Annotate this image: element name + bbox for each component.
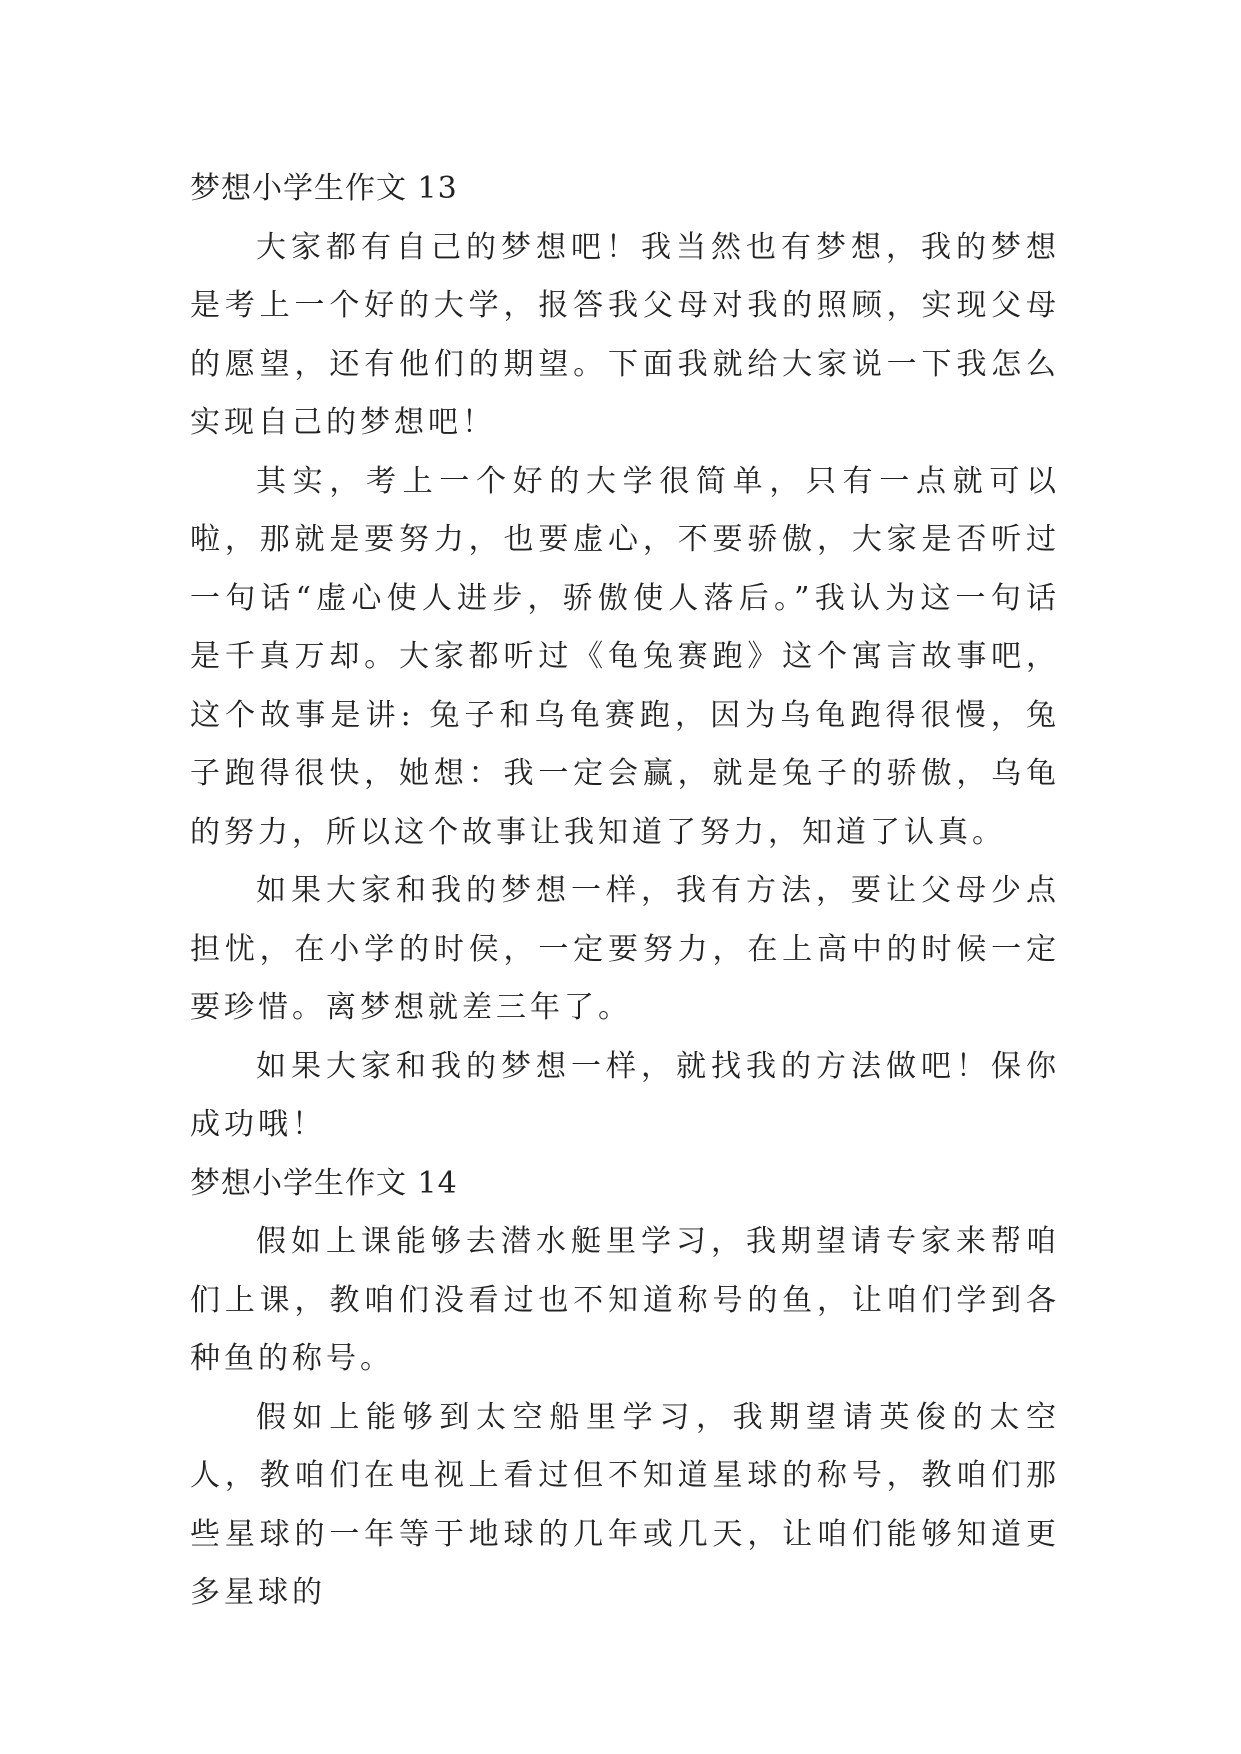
- document-body: [190, 160, 1060, 1623]
- paragraph: 如果大家和我的梦想一样，我有方法，要让父母少点担忧，在小学的时侯，一定要努力，在上高中的时候一定要珍惜。离梦想就差三年了。: [190, 873, 1060, 1025]
- paragraph: 大家都有自己的梦想吧！我当然也有梦想，我的梦想是考上一个好的大学，报答我父母对我的照顾，实现父母的愿望，还有他们的期望。下面我就给大家说一下我怎么实现自己的梦想吧！: [190, 229, 1060, 440]
- paragraph: 假如上课能够去潜水艇里学习，我期望请专家来帮咱们上课，教咱们没看过也不知道称号的鱼，让咱们学到各种鱼的称号。: [190, 1224, 1060, 1376]
- paragraph: 其实，考上一个好的大学很简单，只有一点就可以啦，那就是要努力，也要虚心，不要骄傲，大家是否听过一句话“虚心使人进步，骄傲使人落后。”我认为这一句话是千真万却。大家都听过《龟兔赛跑》这个寓言故事吧，这个故事是讲: 兔子和乌龟赛跑，因为乌龟跑得很慢，兔子跑得很快，她想：我一定会赢，就是兔子的骄傲，乌龟的努力，所以这个故事让我知道了努力，知道了认真。: [190, 463, 1060, 850]
- paragraph: 如果大家和我的梦想一样，就找我的方法做吧！保你成功哦！: [190, 1048, 1060, 1142]
- section-title-14: 梦想小学生作文 14: [190, 1165, 458, 1201]
- paragraph: 假如上能够到太空船里学习，我期望请英俊的太空人，教咱们在电视上看过但不知道星球的称号，教咱们那些星球的一年等于地球的几年或几天，让咱们能够知道更多星球的: [190, 1399, 1060, 1610]
- section-title-13: 梦想小学生作文 13: [190, 171, 458, 206]
